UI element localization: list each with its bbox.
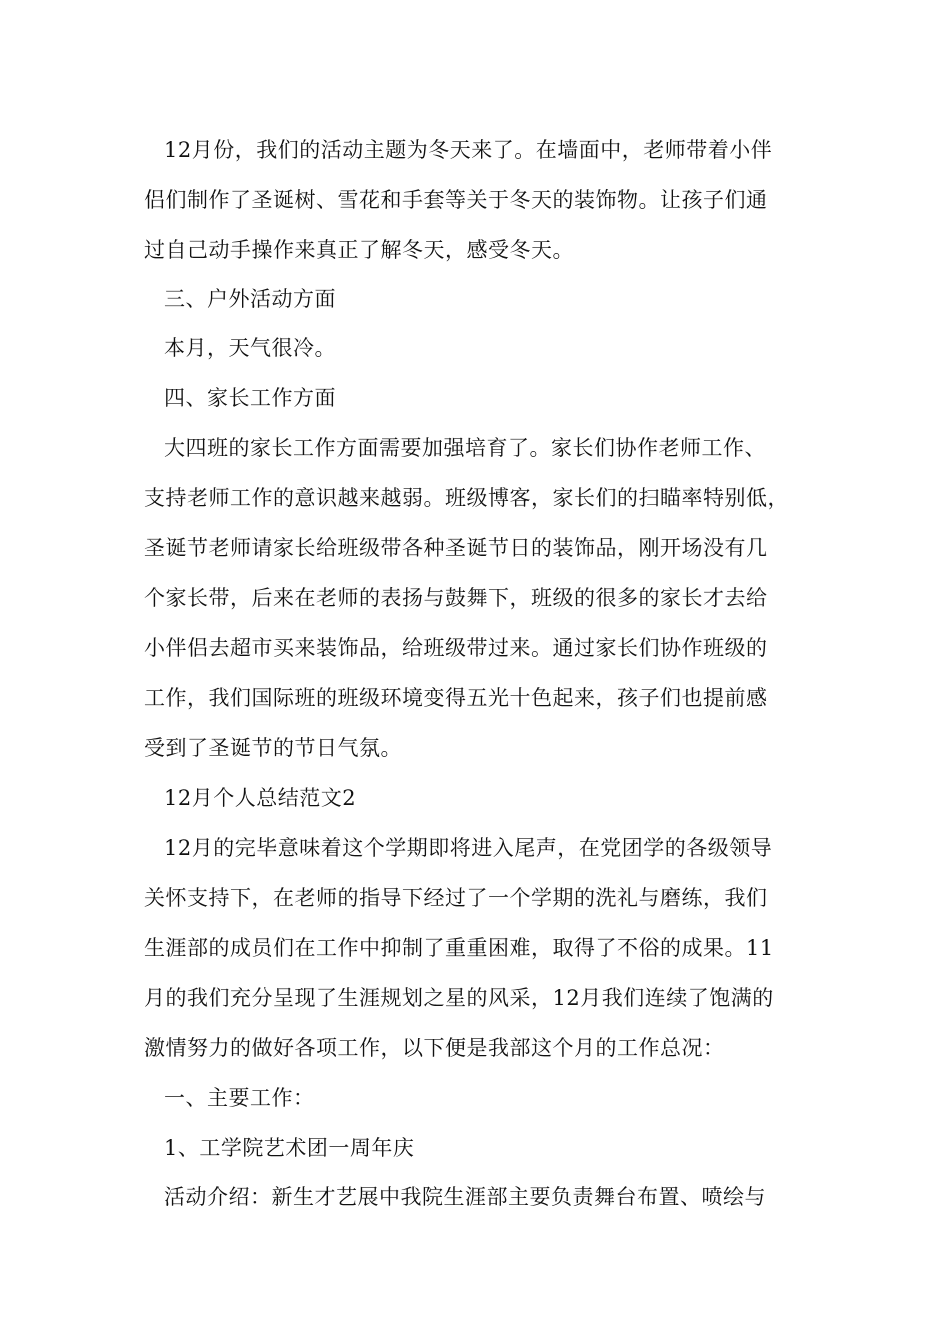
paragraph-line: 本月，天气很冷。 [164,336,336,360]
paragraph-line: 工作，我们国际班的班级环境变得五光十色起来，孩子们也提前感 [144,686,768,710]
paragraph-line: 小伴侣去超市买来装饰品，给班级带过来。通过家长们协作班级的 [144,636,768,660]
paragraph-line: 关怀支持下，在老师的指导下经过了一个学期的洗礼与磨练，我们 [144,886,768,910]
paragraph-line: 12月份，我们的活动主题为冬天来了。在墙面中，老师带着小伴 [164,138,773,162]
article-title: 12月个人总结范文2 [164,786,357,810]
paragraph-line: 支持老师工作的意识越来越弱。班级博客，家长们的扫瞄率特别低， [144,486,789,510]
subsection-heading: 1、工学院艺术团一周年庆 [164,1136,415,1160]
paragraph-line: 侣们制作了圣诞树、雪花和手套等关于冬天的装饰物。让孩子们通 [144,188,768,212]
paragraph-line: 月的我们充分呈现了生涯规划之星的风采，12月我们连续了饱满的 [144,986,774,1010]
paragraph-line: 受到了圣诞节的节日气氛。 [144,736,402,760]
paragraph-line: 大四班的家长工作方面需要加强培育了。家长们协作老师工作、 [164,436,766,460]
section-heading: 三、户外活动方面 [164,287,336,311]
paragraph-line: 12月的完毕意味着这个学期即将进入尾声，在党团学的各级领导 [164,836,773,860]
paragraph-line: 活动介绍：新生才艺展中我院生涯部主要负责舞台布置、喷绘与 [164,1185,766,1209]
paragraph-line: 激情努力的做好各项工作，以下便是我部这个月的工作总况： [144,1036,725,1060]
paragraph-line: 过自己动手操作来真正了解冬天，感受冬天。 [144,238,574,262]
section-heading: 一、主要工作： [164,1086,315,1110]
section-heading: 四、家长工作方面 [164,386,336,410]
paragraph-line: 个家长带，后来在老师的表扬与鼓舞下，班级的很多的家长才去给 [144,586,768,610]
paragraph-line: 圣诞节老师请家长给班级带各种圣诞节日的装饰品，刚开场没有几 [144,536,768,560]
paragraph-line: 生涯部的成员们在工作中抑制了重重困难，取得了不俗的成果。11 [144,936,774,960]
